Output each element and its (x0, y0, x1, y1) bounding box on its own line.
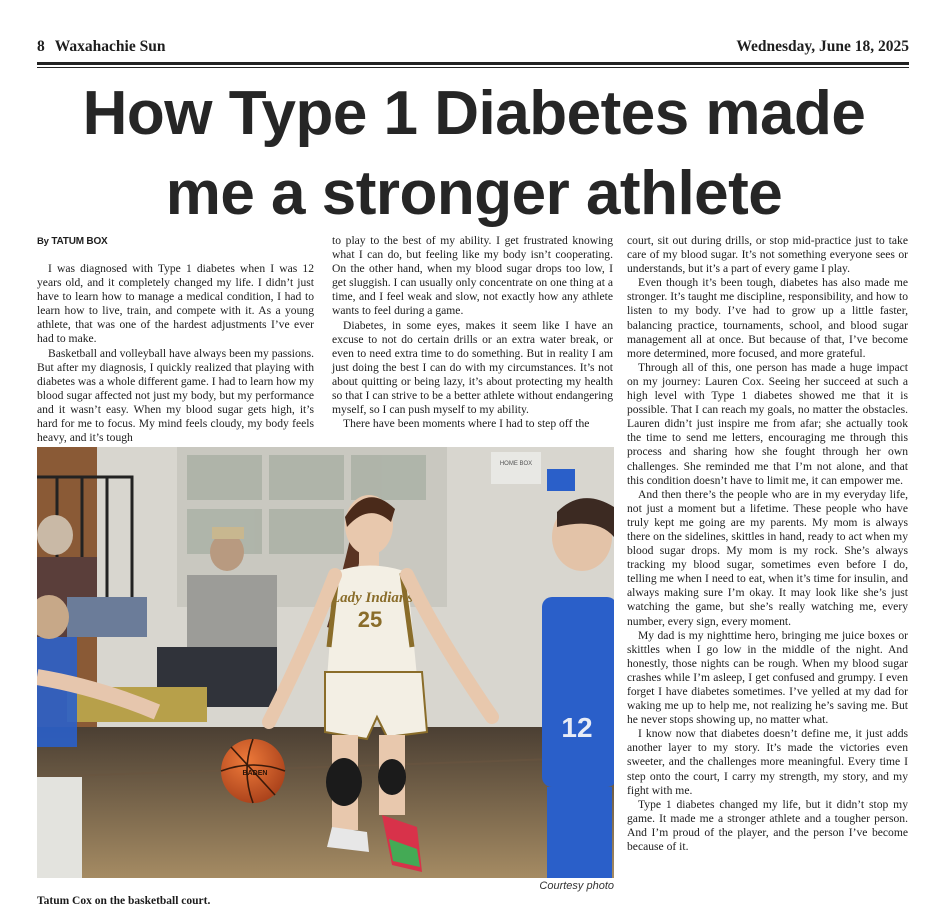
paragraph: Basketball and volleyball have always been my passions. But after my diagnosis, I quickly realized that playing with diabetes was a whole different game. I had to learn how my blood sugar affected not just my body, but my performance and it wasn’t easy. When my blood sugar gets high, it’s hard for me to focus. My mind feels cloudy, my body feels heavy, and it’s tough (37, 346, 314, 445)
photo-credit: Courtesy photo (539, 880, 614, 892)
paragraph: There have been moments where I had to step off the (343, 417, 590, 431)
byline-prefix: By (37, 236, 49, 247)
opponent-number: 12 (561, 712, 593, 743)
headline-line-2: me a stronger athlete (165, 159, 783, 228)
page-number: 8 (37, 38, 45, 55)
court-floor (37, 727, 614, 878)
headline-line-1: How Type 1 Diabetes made (82, 79, 866, 148)
header-rule-thin (37, 67, 909, 68)
paragraph: I was diagnosed with Type 1 diabetes when I was 12 years old, and it completely changed my life. I didn’t just have to learn how to manage a medical condition, I had to learn how to live, train, and compete with it. As a young athlete, that was one of the hardest adjustments I’ve ever had to make. (37, 262, 314, 346)
paragraph: Diabetes, in some eyes, makes it seem like I have an excuse to not do certain drills or an extra water break, or even to need extra time to do something. But in reality I am just doing the best I can do with my circumstances. It’s not about quitting or being lazy, it’s about protecting my health so that I can strive to be a better athlete without endangering myself, so I can push myself to my ability. (332, 318, 613, 417)
ball-brand: BADEN (242, 770, 268, 777)
paper-name: Waxahachie Sun (54, 38, 166, 55)
paragraph: Even though it’s been tough, diabetes has also made me stronger. It’s taught me discipline, responsibility, and how to listen to my body. I’ve had to grow up a little faster, balancing practice, tournaments, school, and blood sugar management all at once. But because of that, I’ve become more determined, more focused, and more grateful. (627, 276, 908, 360)
paragraph: My dad is my nighttime hero, bringing me juice boxes or skittles when I go low in the middle of the night. And honestly, those nights can be rough. When my blood sugar crashes while I’m asleep, I get confused and grumpy. I even forget I have diabetes sometimes. I’ve yelled at my dad for waking me up to help me, not realizing he’s saving me. But he never stops showing up, no matter what. (627, 628, 908, 727)
paragraph: court, sit out during drills, or stop mid-practice just to take care of my blood sugar. It’s not something everyone sees or understands, but it’s a part of every game I play. (627, 234, 908, 276)
masthead-left (37, 38, 165, 56)
knee-brace (326, 758, 362, 806)
header-rule-thick (37, 62, 909, 65)
paragraph: I know now that diabetes doesn’t define me, it just adds another layer to my story. It’s made the victories even sweeter, and the challenges more meaningful. Every time I step onto the court, I carry my strength, my story, and my fight with me. (627, 727, 908, 797)
jersey-text: Lady Indians (330, 590, 414, 606)
photo-caption: Tatum Cox on the basketball court. (37, 895, 211, 907)
paragraph: And then there’s the people who are in my everyday life, not just a moment but a lifetime. These people who have truly kept me going are my parents. My mom is always there on the sidelines, skittles in hand, ready to act when my blood sugar drops. My mom is my rock. She’s always tracking my blood sugar, sometimes even before I do, telling me when I need to eat, when it’s time for insulin, and always making sure I’m okay. It may look like she’s just watching the game, but she’s really watching me, every number, every sign, every moment. (627, 487, 908, 628)
home-box-text: HOME BOX (499, 461, 533, 467)
article-column-1 (37, 262, 314, 445)
article-column-2 (332, 234, 613, 431)
basketball (221, 739, 285, 803)
byline (37, 236, 108, 247)
paragraph: Type 1 diabetes changed my life, but it didn’t stop my game. It made me a stronger athlete and a tougher person. And I’m proud of the player, and the person I’ve become because of it. (627, 797, 908, 854)
byline-name: TATUM BOX (51, 236, 108, 247)
home-box-sign (491, 452, 541, 484)
basketball-photo (37, 447, 614, 878)
article-column-3 (627, 234, 908, 854)
photo-illustration (37, 447, 614, 878)
accessibility-sign (547, 469, 575, 491)
headline (20, 74, 928, 234)
issue-date: Wednesday, June 18, 2025 (736, 38, 909, 55)
jersey-number: 25 (357, 607, 383, 632)
paragraph: Through all of this, one person has made a huge impact on my journey: Lauren Cox. Seeing her succeed at such a high level with Type 1 diabetes showed me that it is possible. That I can reach my goals, no matter the obstacles. Lauren didn’t just inspire me from afar; she actually took the time to send me letters, encouraging me through this process and sharing how she fought through her own challenges. She reminded me that I’m not alone, and that this condition doesn’t have to limit me, it can empower me. (627, 360, 908, 487)
paragraph: to play to the best of my ability. I get frustrated knowing what I can do, but feeling like my body isn’t cooperating. On the other hand, when my blood sugar drops too low, I get sluggish. I can usually only concentrate on one thing at a time, and I feel weak and slow, not exactly how any athlete wants to feel during a game. (332, 234, 613, 318)
masthead (37, 38, 909, 56)
